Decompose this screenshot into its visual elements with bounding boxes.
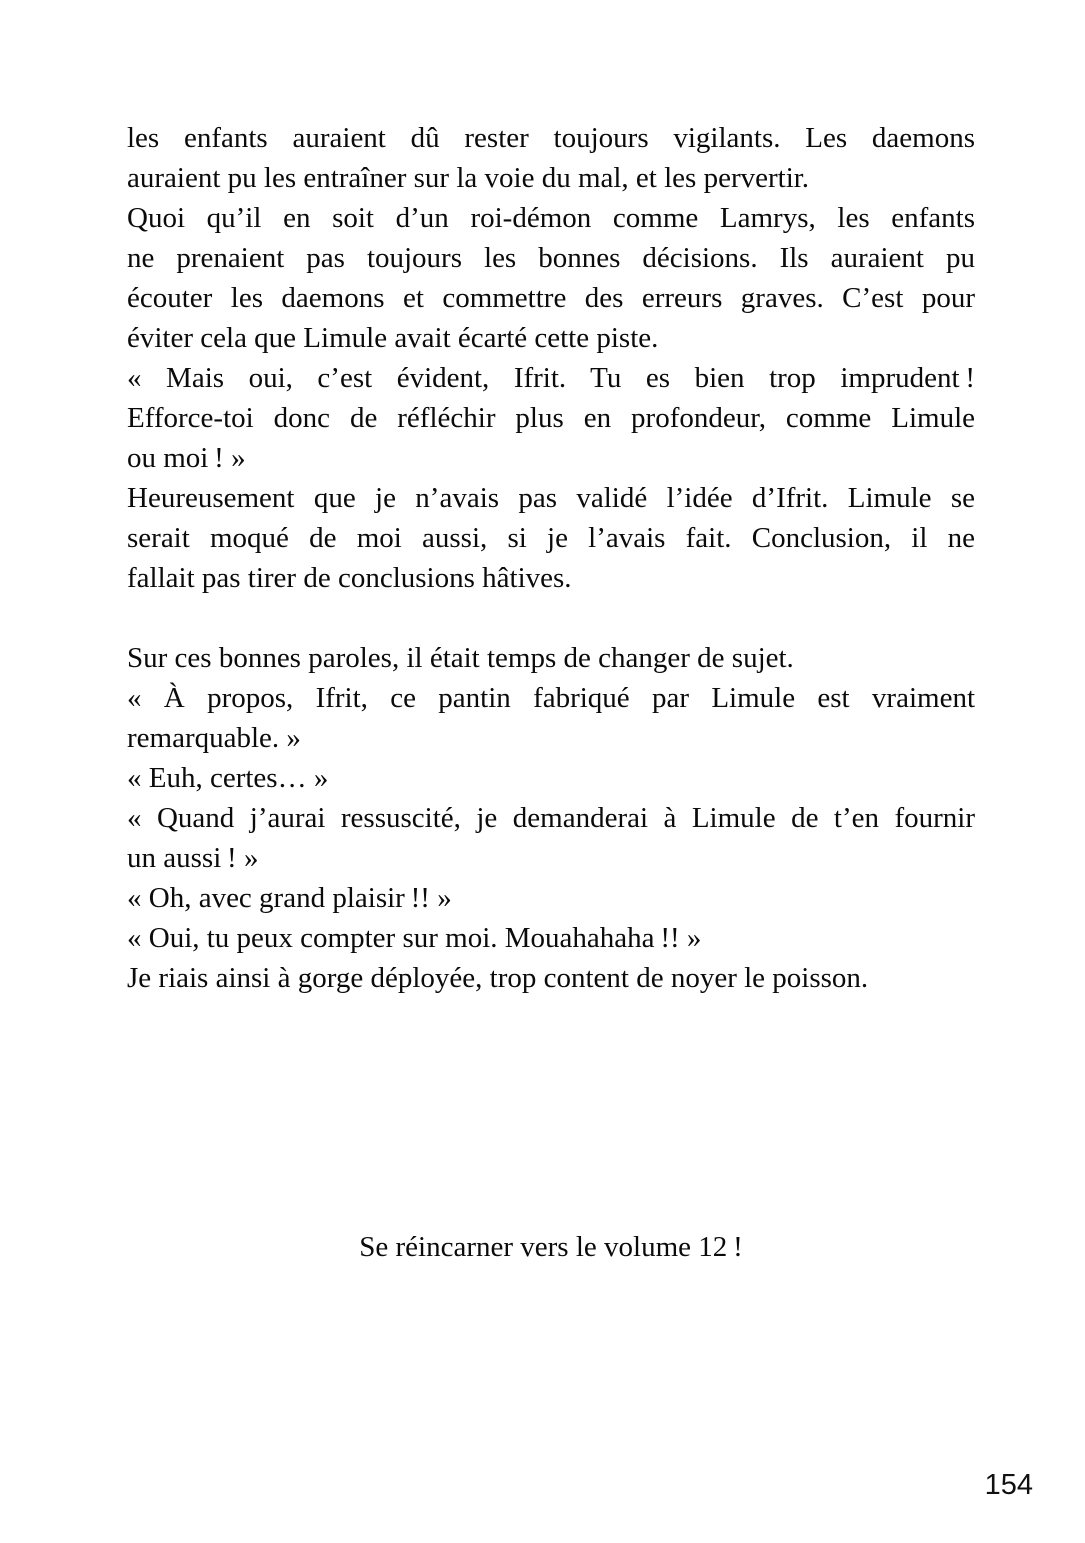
text-line: éviter cela que Limule avait écarté cette piste. [127,322,659,354]
text-line: Je riais ainsi à gorge déployée, trop content de noyer le poisson. [127,962,869,994]
paragraph [127,878,975,918]
paragraph [127,678,975,758]
text-line: un aussi ! » [127,842,259,874]
paragraph [127,638,975,678]
text-line: « Quand j’aurai ressuscité, je demanderai à Limule de t’en fournir [127,802,975,834]
paragraph [127,198,975,358]
text-line: « Mais oui, c’est évident, Ifrit. Tu es bien trop imprudent ! [127,362,975,394]
paragraph [127,918,975,958]
page-number: 154 [984,1469,1033,1501]
text-line: auraient pu les entraîner sur la voie du mal, et les pervertir. [127,162,810,194]
text-line: Quoi qu’il en soit d’un roi-démon comme Lamrys, les enfants [127,202,975,234]
paragraph [127,958,975,998]
text-line: « À propos, Ifrit, ce pantin fabriqué par Limule est vraiment [127,682,975,714]
text-line: remarquable. » [127,722,301,754]
text-line: Sur ces bonnes paroles, il était temps de changer de sujet. [127,642,794,674]
text-line: serait moqué de moi aussi, si je l’avais fait. Conclusion, il ne [127,522,975,554]
volume-teaser: Se réincarner vers le volume 12 ! [359,1231,743,1263]
paragraph [127,758,975,798]
text-line: les enfants auraient dû rester toujours vigilants. Les daemons [127,122,975,154]
paragraph [127,798,975,878]
text-line: fallait pas tirer de conclusions hâtives. [127,562,572,594]
paragraph [127,358,975,478]
paragraph [127,118,975,198]
text-line: « Euh, certes… » [127,762,329,794]
body-text [127,118,975,998]
text-line: ou moi ! » [127,442,246,474]
text-line: Heureusement que je n’avais pas validé l’idée d’Ifrit. Limule se [127,482,975,514]
text-line: « Oh, avec grand plaisir !! » [127,882,452,914]
text-line: « Oui, tu peux compter sur moi. Mouahahaha !! » [127,922,702,954]
text-line: Efforce-toi donc de réfléchir plus en profondeur, comme Limule [127,402,975,434]
paragraph [127,478,975,598]
text-line: ne prenaient pas toujours les bonnes décisions. Ils auraient pu [127,242,975,274]
text-line: écouter les daemons et commettre des erreurs graves. C’est pour [127,282,975,314]
